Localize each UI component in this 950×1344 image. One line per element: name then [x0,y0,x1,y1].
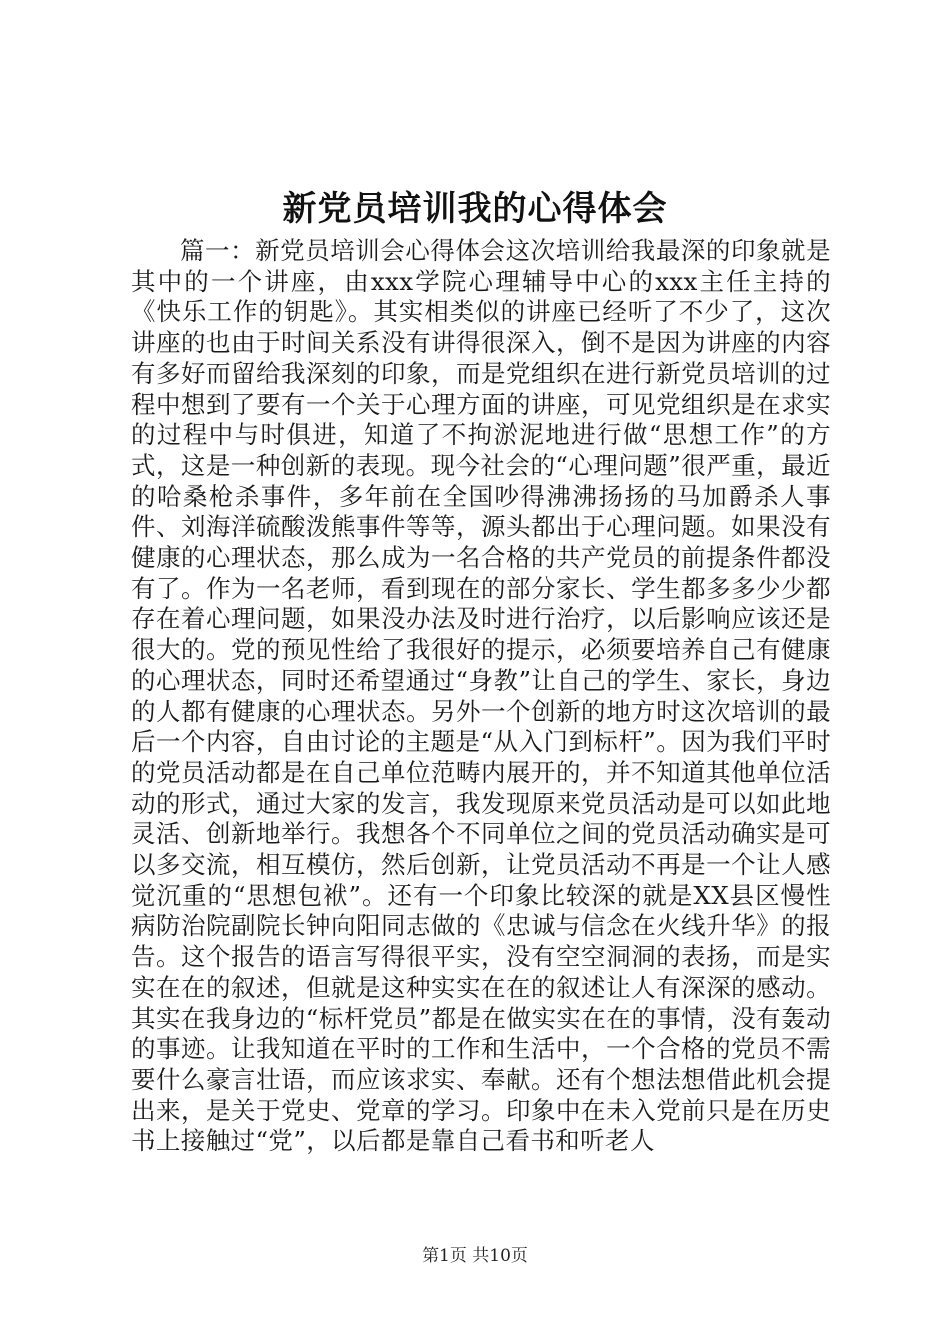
page-number: 第1页 共10页 [422,1246,528,1266]
document-title: 新党员培训我的心得体会 [282,189,668,229]
body-paragraph: 篇一：新党员培训会心得体会这次培训给我最深的印象就是其中的一个讲座，由xxx学院心理辅导中心的xxx主任主持的《快乐工作的钥匙》。其实相类似的讲座已经听了不少了，这次讲座的也由于时间关系没有讲得很深入，倒不是因为讲座的内容有多好而留给我深刻的印象，而是党组织在进行新党员培训的过程中想到了要有一个关于心理方面的讲座，可见党组织是在求实的过程中与时俱进，知道了不拘淤泥地进行做“思想工作”的方式，这是一种创新的表现。现今社会的“心理问题”很严重，最近的哈桑枪杀事件，多年前在全国吵得沸沸扬扬的马加爵杀人事件、刘海洋硫酸泼熊事件等等，源头都出于心理问题。如果没有健康的心理状态，那么成为一名合格的共产党员的前提条件都没有了。作为一名老师，看到现在的部分家长、学生都多多少少都存在着心理问题，如果没办法及时进行治疗，以后影响应该还是很大的。党的预见性给了我很好的提示，必须要培养自己有健康的心理状态，同时还希望通过“身教”让自己的学生、家长，身边的人都有健康的心理状态。另外一个创新的地方时这次培训的最后一个内容，自由讨论的主题是“从入门到标杆”。因为我们平时的党员活动都是在自己单位范畴内展开的，并不知道其他单位活动的形式，通过大家的发言，我发现原来党员活动是可以如此地灵活、创新地举行。我想各个不同单位之间的党员活动确实是可以多交流，相互模仿，然后创新，让党员活动不再是一个让人感觉沉重的“思想包袱”。还有一个印象比较深的就是XX县区慢性病防治院副院长钟向阳同志做的《忠诚与信念在火线升华》的报告。这个报告的语言写得很平实，没有空空洞洞的表扬，而是实实在在的叙述，但就是这种实实在在的叙述让人有深深的感动。其实在我身边的“标杆党员”都是在做实实在在的事情，没有轰动的事迹。让我知道在平时的工作和生活中，一个合格的党员不需要什么豪言壮语，而应该求实、奉献。还有个想法想借此机会提出来，是关于党史、党章的学习。印象中在未入党前只是在历史书上接触过“党”，以后都是靠自己看书和听老人 [131,236,831,1156]
